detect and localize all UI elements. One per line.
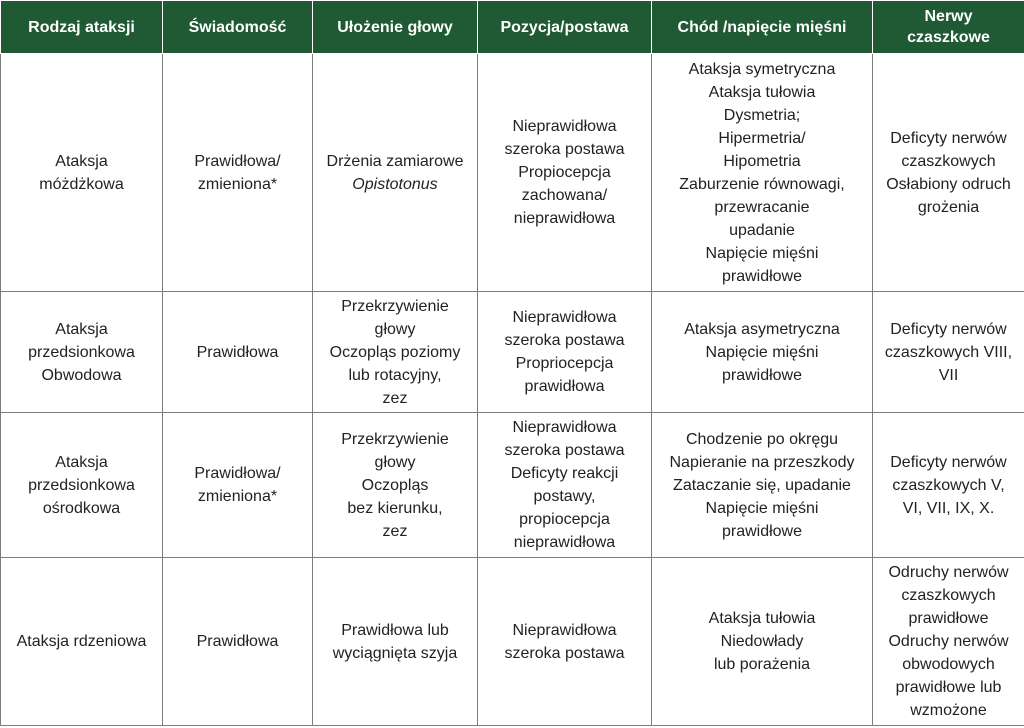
cell-ataxia-type: Ataksja przedsionkowa ośrodkowa bbox=[1, 413, 163, 558]
table-row bbox=[1, 413, 1024, 558]
table-row bbox=[1, 54, 1024, 292]
header-row bbox=[1, 1, 1024, 54]
header-ataxia-type: Rodzaj ataksji bbox=[1, 1, 163, 54]
cell-ataxia-type: Ataksja rdzeniowa bbox=[1, 558, 163, 726]
table-row bbox=[1, 558, 1024, 726]
header-posture: Pozycja/postawa bbox=[478, 1, 652, 54]
cell-cranial-nerves: Deficyty nerwów czaszkowych Osłabiony odruch grożenia bbox=[873, 54, 1024, 292]
cell-gait-muscle-tone: Ataksja asymetryczna Napięcie mięśni prawidłowe bbox=[652, 292, 873, 413]
header-gait-muscle-tone: Chód /napięcie mięśni bbox=[652, 1, 873, 54]
cell-consciousness: Prawidłowa bbox=[163, 558, 313, 726]
cell-posture: Nieprawidłowa szeroka postawa Deficyty reakcji postawy, propiocepcja nieprawidłowa bbox=[478, 413, 652, 558]
cell-consciousness: Prawidłowa/ zmieniona* bbox=[163, 413, 313, 558]
cell-head-position: Przekrzywienie głowy Oczopląs bez kierunku, zez bbox=[313, 413, 478, 558]
cell-posture: Nieprawidłowa szeroka postawa Propriocepcja prawidłowa bbox=[478, 292, 652, 413]
cell-head-position: Przekrzywienie głowy Oczopląs poziomy lub rotacyjny, zez bbox=[313, 292, 478, 413]
cell-gait-muscle-tone: Ataksja symetryczna Ataksja tułowia Dysmetria; Hipermetria/ Hipometria Zaburzenie równowagi, przewracanie upadanie Napięcie mięśni prawidłowe bbox=[652, 54, 873, 292]
cell-cranial-nerves: Deficyty nerwów czaszkowych V, VI, VII, IX, X. bbox=[873, 413, 1024, 558]
header-consciousness: Świadomość bbox=[163, 1, 313, 54]
cell-cranial-nerves: Deficyty nerwów czaszkowych VIII, VII bbox=[873, 292, 1024, 413]
cell-consciousness: Prawidłowa bbox=[163, 292, 313, 413]
cell-head-position: Drżenia zamiarowe Opistotonus bbox=[313, 54, 478, 292]
cell-ataxia-type: Ataksja móżdżkowa bbox=[1, 54, 163, 292]
cell-head-position: Prawidłowa lub wyciągnięta szyja bbox=[313, 558, 478, 726]
table-row bbox=[1, 292, 1024, 413]
header-head-position: Ułożenie głowy bbox=[313, 1, 478, 54]
cell-consciousness: Prawidłowa/ zmieniona* bbox=[163, 54, 313, 292]
cell-gait-muscle-tone: Chodzenie po okręgu Napieranie na przeszkody Zataczanie się, upadanie Napięcie mięśni prawidłowe bbox=[652, 413, 873, 558]
cell-posture: Nieprawidłowa szeroka postawa bbox=[478, 558, 652, 726]
header-cranial-nerves: Nerwy czaszkowe bbox=[873, 1, 1024, 54]
cell-cranial-nerves: Odruchy nerwów czaszkowych prawidłowe Odruchy nerwów obwodowych prawidłowe lub wzmożone bbox=[873, 558, 1024, 726]
cell-gait-muscle-tone: Ataksja tułowia Niedowłady lub porażenia bbox=[652, 558, 873, 726]
cell-posture: Nieprawidłowa szeroka postawa Propiocepcja zachowana/ nieprawidłowa bbox=[478, 54, 652, 292]
cell-ataxia-type: Ataksja przedsionkowa Obwodowa bbox=[1, 292, 163, 413]
